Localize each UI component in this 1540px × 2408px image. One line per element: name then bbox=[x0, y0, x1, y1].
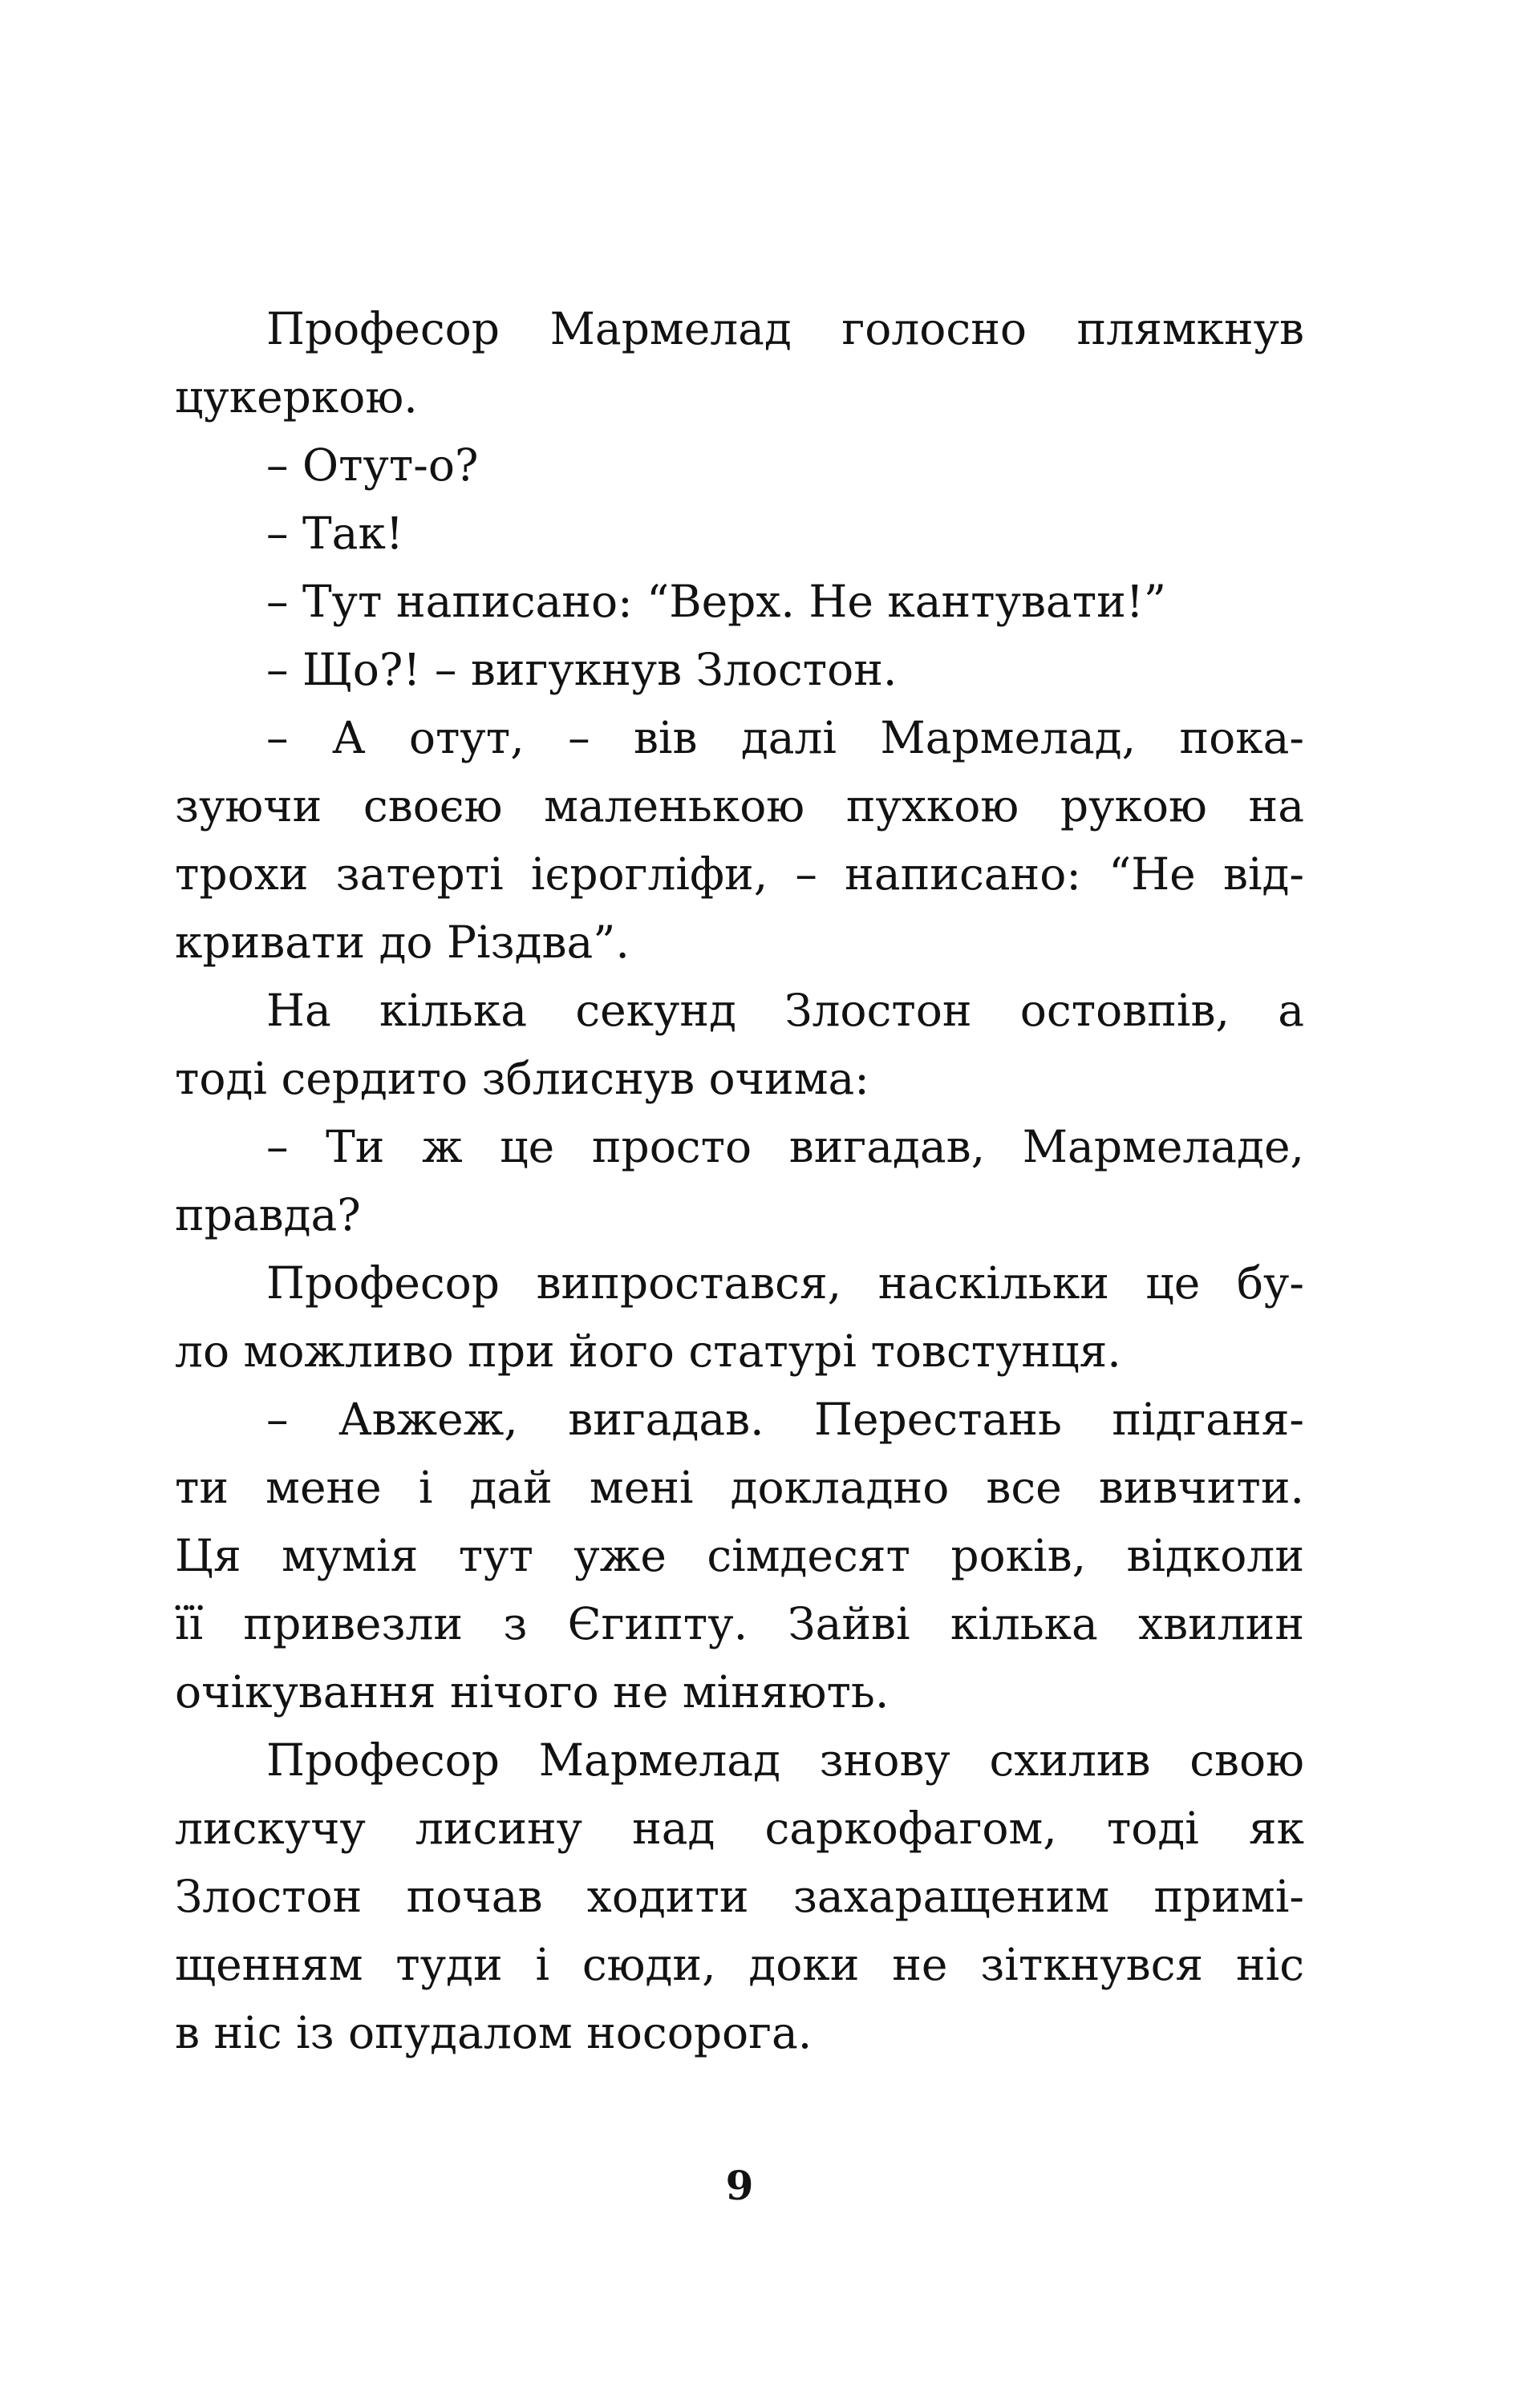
text-line: Професор Мармелад знову схилив свою bbox=[266, 1734, 1304, 1786]
page-body-text bbox=[175, 295, 1304, 2067]
text-line: На кілька секунд Злостон остовпів, а bbox=[266, 985, 1304, 1036]
text-line: в ніс із опудалом носорога. bbox=[175, 2007, 813, 2058]
text-line: цукеркою. bbox=[175, 371, 418, 423]
text-line: трохи затерті ієрогліфи, – написано: “Не від- bbox=[175, 848, 1304, 900]
text-line: кривати до Різдва”. bbox=[175, 917, 630, 968]
text-line: – Що?! – вигукнув Злостон. bbox=[266, 644, 898, 695]
text-line: її привезли з Єгипту. Зайві кілька хвилин bbox=[175, 1598, 1304, 1649]
text-line: тоді сердито зблиснув очима: bbox=[175, 1053, 869, 1104]
text-line: Ця мумія тут уже сімдесят років, відколи bbox=[175, 1530, 1304, 1581]
text-line: – Ти ж це просто вигадав, Мармеладе, bbox=[266, 1121, 1304, 1172]
text-line: Професор Мармелад голосно плямкнув bbox=[266, 303, 1304, 354]
text-line: ло можливо при його статурі товстунця. bbox=[175, 1325, 1121, 1377]
text-line: очікування нічого не міняють. bbox=[175, 1666, 890, 1718]
text-line: – Так! bbox=[266, 508, 403, 559]
text-line: – Тут написано: “Верх. Не кантувати!” bbox=[266, 576, 1167, 627]
text-line: щенням туди і сюди, доки не зіткнувся ніс bbox=[175, 1939, 1304, 1990]
text-line: правда? bbox=[175, 1189, 361, 1240]
text-line: Професор випростався, наскільки це бу- bbox=[266, 1257, 1304, 1309]
page-number: 9 bbox=[725, 2162, 754, 2209]
text-line: зуючи своєю маленькою пухкою рукою на bbox=[175, 780, 1304, 832]
text-line: ти мене і дай мені докладно все вивчити. bbox=[175, 1462, 1304, 1513]
text-line: лискучу лисину над саркофагом, тоді як bbox=[175, 1803, 1304, 1854]
text-line: – Авжеж, вигадав. Перестань підганя- bbox=[266, 1394, 1304, 1445]
text-line: Злостон почав ходити захаращеним примі- bbox=[175, 1871, 1304, 1922]
text-line: – А отут, – вів далі Мармелад, пока- bbox=[266, 712, 1304, 763]
text-line: – Отут-о? bbox=[266, 439, 479, 491]
